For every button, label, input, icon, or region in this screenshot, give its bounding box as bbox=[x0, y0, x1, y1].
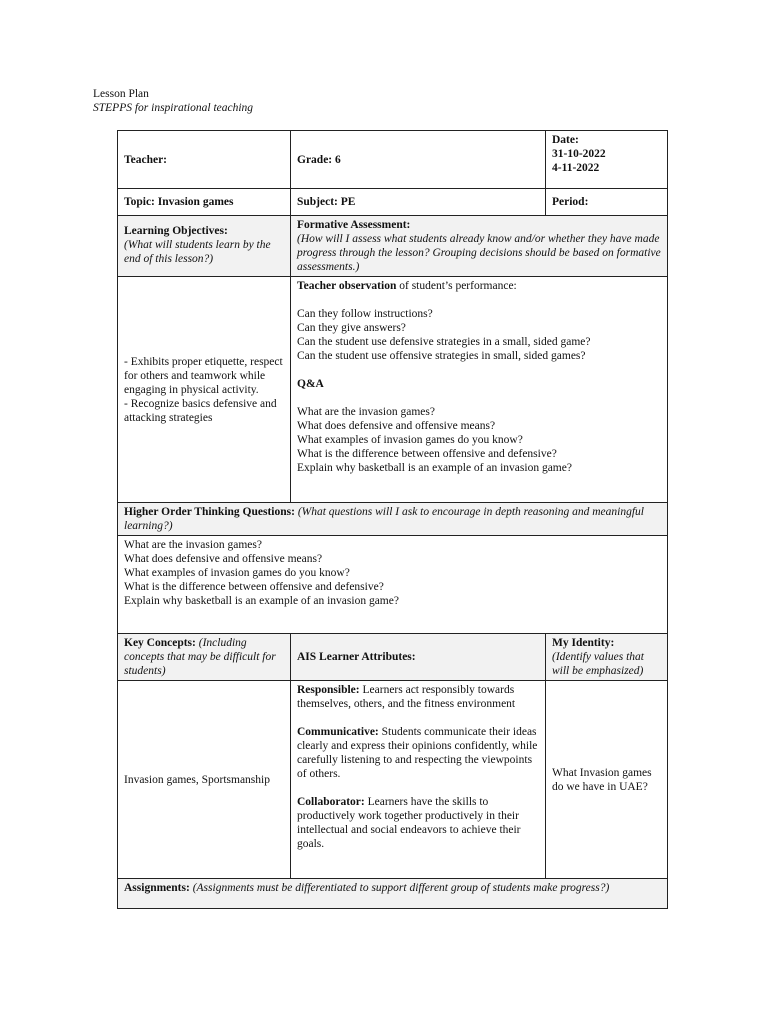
date-start: 31-10-2022 bbox=[552, 148, 606, 160]
teacher-cell: Teacher: bbox=[118, 131, 291, 189]
hot-header-row bbox=[118, 503, 668, 536]
hot-question: What is the difference between offensive and defensive? bbox=[124, 581, 384, 593]
formative-assessment-body bbox=[291, 277, 668, 503]
date-cell: Date: 31-10-2022 4-11-2022 bbox=[546, 131, 668, 189]
grade-cell: Grade: 6 bbox=[291, 131, 546, 189]
topic-row bbox=[118, 189, 668, 216]
attribute-communicative: Communicative: Students communicate their ideas clearly and express their opinions confidently, while carefully listening to and respecting the viewpoints of others. bbox=[297, 726, 538, 780]
ais-attributes-body bbox=[291, 681, 546, 879]
qa-label: Q&A bbox=[297, 378, 324, 390]
objectives-header-row bbox=[118, 216, 668, 277]
observation-question: Can the student use offensive strategies in small, sided games? bbox=[297, 350, 586, 362]
hot-questions-header: Higher Order Thinking Questions: (What questions will I ask to encourage in depth reasoning and meaningful learning?) bbox=[118, 503, 668, 536]
observation-question: Can the student use defensive strategies in a small, sided game? bbox=[297, 336, 591, 348]
qa-question: What are the invasion games? bbox=[297, 406, 435, 418]
hot-question: What examples of invasion games do you know? bbox=[124, 567, 350, 579]
observation-question: Can they give answers? bbox=[297, 322, 406, 334]
hot-question: Explain why basketball is an example of an invasion game? bbox=[124, 595, 399, 607]
learning-objectives-header: Learning Objectives: (What will students learn by the end of this lesson?) bbox=[118, 216, 291, 277]
assignments-row bbox=[118, 879, 668, 909]
qa-question: What does defensive and offensive means? bbox=[297, 420, 496, 432]
formative-assessment-header: Formative Assessment: (How will I assess what students already know and/or whether they have made progress through the lesson? Grouping decisions should be based on formative assessments.) bbox=[291, 216, 668, 277]
period-cell: Period: bbox=[546, 189, 668, 216]
lesson-plan-table bbox=[117, 130, 668, 909]
hot-question: What does defensive and offensive means? bbox=[124, 553, 323, 565]
observation-question: Can they follow instructions? bbox=[297, 308, 433, 320]
my-identity-body: What Invasion games do we have in UAE? bbox=[546, 681, 668, 879]
assignments-header: Assignments: (Assignments must be differentiated to support different group of students make progress?) bbox=[118, 879, 668, 909]
subject-cell: Subject: PE bbox=[291, 189, 546, 216]
qa-question: What is the difference between offensive and defensive? bbox=[297, 448, 557, 460]
date-end: 4-11-2022 bbox=[552, 162, 600, 174]
objectives-body-row bbox=[118, 277, 668, 503]
learning-objectives-body: - Exhibits proper etiquette, respect for others and teamwork while engaging in physical activity. - Recognize basics defensive and attacking strategies bbox=[118, 277, 291, 503]
attribute-collaborator: Collaborator: Learners have the skills to productively work together productively in their intellectual and social endeavors to achieve their goals. bbox=[297, 796, 521, 850]
key-concepts-body: Invasion games, Sportsmanship bbox=[118, 681, 291, 879]
key-concepts-header: Key Concepts: (Including concepts that may be difficult for students) bbox=[118, 634, 291, 681]
my-identity-header: My Identity: (Identify values that will be emphasized) bbox=[546, 634, 668, 681]
concepts-header-row bbox=[118, 634, 668, 681]
hot-questions-body bbox=[118, 536, 668, 634]
topic-cell: Topic: Invasion games bbox=[118, 189, 291, 216]
qa-question: Explain why basketball is an example of an invasion game? bbox=[297, 462, 572, 474]
teacher-row bbox=[118, 131, 668, 189]
document-subtitle: STEPPS for inspirational teaching bbox=[93, 102, 254, 114]
attribute-responsible: Responsible: Learners act responsibly towards themselves, others, and the fitness environment bbox=[297, 684, 516, 710]
ais-attributes-header: AIS Learner Attributes: bbox=[291, 634, 546, 681]
teacher-observation: Teacher observation of student’s performance: bbox=[297, 280, 517, 292]
document-header bbox=[93, 87, 253, 115]
hot-body-row bbox=[118, 536, 668, 634]
document-title: Lesson Plan bbox=[93, 88, 149, 100]
concepts-body-row bbox=[118, 681, 668, 879]
hot-question: What are the invasion games? bbox=[124, 539, 262, 551]
qa-question: What examples of invasion games do you know? bbox=[297, 434, 523, 446]
